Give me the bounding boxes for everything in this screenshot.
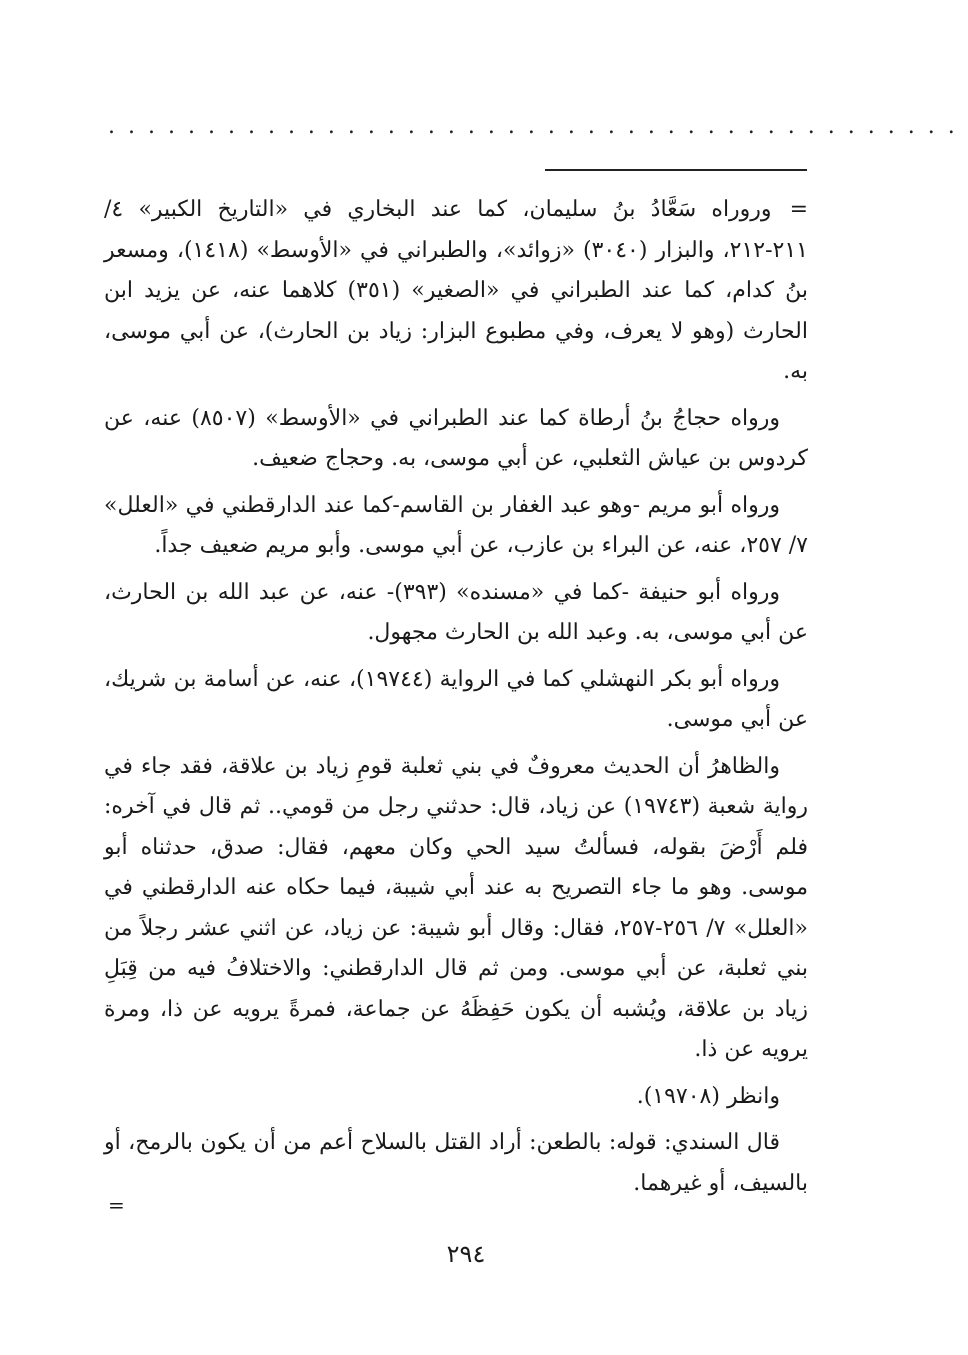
paragraph-7: وانظر (١٩٧٠٨). <box>636 1083 780 1109</box>
paragraph-5: ورواه أبو بكر النهشلي كما في الرواية (١٩٧٤٤)، عنه، عن أسامة بن شريك، عن أبي موسى. <box>104 666 808 732</box>
paragraph-2: ورواه حجاجُ بنُ أرطاة كما عند الطبراني في «الأوسط» (٨٥٠٧) عنه، عن كردوس بن عياش الثعلبي، عن أبي موسى، به. وحجاج ضعيف. <box>104 405 808 471</box>
paragraph-1 <box>104 190 808 393</box>
footnote-body <box>104 190 808 1210</box>
paragraph-1-text: وروراه سَعَّادُ بنُ سليمان، كما عند البخاري في «التاريخ الكبير» ٤/ ٢١١-٢١٢، والبزار (٣٠٤٠) «زوائد»، والطبراني في «الأوسط» (١٤١٨)، ومسعر بنُ كدام، كما عند الطبراني في «الصغير» (٣٥١) كلاهما عنه، عن يزيد ابن الحارث (وهو لا يعرف، وفي مطبوع البزار: زياد بن الحارث)، عن أبي موسى، به. <box>104 197 809 384</box>
paragraph-4: ورواه أبو حنيفة -كما في «مسنده» (٣٩٣)- عنه، عن عبد الله بن الحارث، عن أبي موسى، به. وعبد الله بن الحارث مجهول. <box>104 579 808 645</box>
paragraph-3: ورواه أبو مريم -وهو عبد الغفار بن القاسم-كما عند الدارقطني في «العلل» ٧/ ٢٥٧، عنه، عن البراء بن عازب، عن أبي موسى. وأبو مريم ضعيف جداً. <box>104 492 808 558</box>
continuation-mark-start: = <box>789 197 808 222</box>
footnote-rule <box>545 169 807 171</box>
page-number: ٢٩٤ <box>446 1240 486 1268</box>
paragraph-8: قال السندي: قوله: بالطعن: أراد القتل بالسلاح أعم من أن يكون بالرمح، أو بالسيف، أو غيرهما. <box>104 1130 808 1196</box>
footnote-separator-dots: ........................................... <box>108 114 968 139</box>
continuation-mark-end: = <box>108 1193 125 1217</box>
paragraph-6: والظاهرُ أن الحديث معروفٌ في بني ثعلبة قومِ زياد بن علاقة، فقد جاء في رواية شعبة (١٩٧٤٣) عن زياد، قال: حدثني رجل من قومي.. ثم قال في آخره: فلم أَرْضَ بقوله، فسألتُ سيد الحي وكان معهم، فقال: صدق، حدثناه أبو موسى. وهو ما جاء التصريح به عند أبي شيبة، فيما حكاه عنه الدارقطني في «العلل» ٧/ ٢٥٦-٢٥٧، فقال: وقال أبو شيبة: عن زياد، عن اثني عشر رجلاً من بني ثعلبة، عن أبي موسى. ومن ثم قال الدارقطني: والاختلافُ فيه من قِبَلِ زياد بن علاقة، ويُشبه أن يكون حَفِظَهُ عن جماعة، فمرةً يرويه عن ذا، ومرة يرويه عن ذا. <box>104 753 809 1062</box>
